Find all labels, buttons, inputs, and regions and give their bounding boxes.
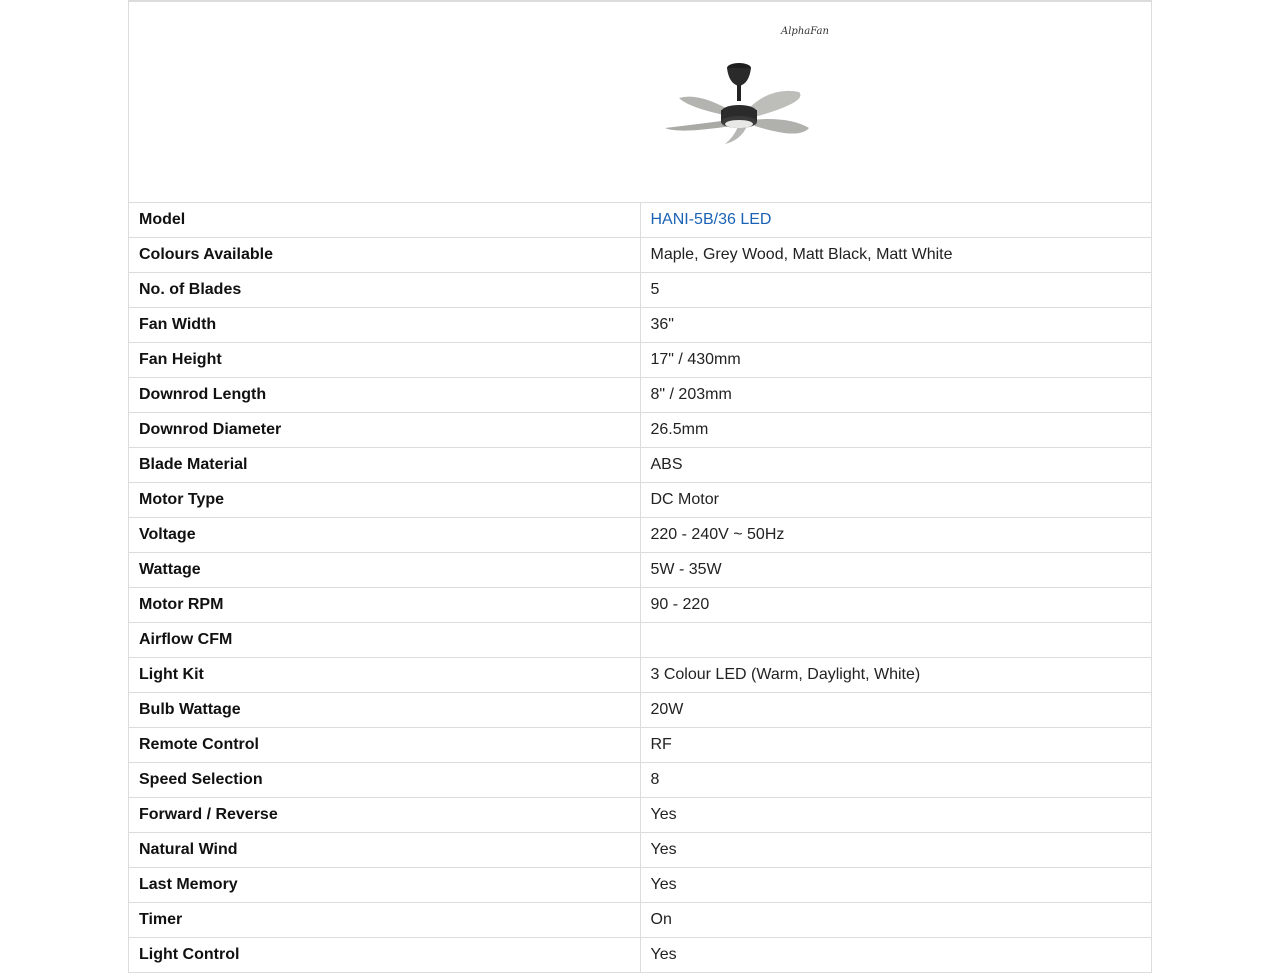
spec-value-downrod-diameter: 26.5mm — [640, 412, 1152, 447]
spec-value-voltage: 220 - 240V ~ 50Hz — [640, 517, 1152, 552]
spec-row — [129, 202, 1152, 237]
spec-label-bulb-wattage: Bulb Wattage — [129, 692, 641, 727]
spec-label-colours-available: Colours Available — [129, 237, 641, 272]
spec-label-light-control: Light Control — [129, 937, 641, 972]
spec-row — [129, 517, 1152, 552]
spec-value-light-kit: 3 Colour LED (Warm, Daylight, White) — [640, 657, 1152, 692]
spec-row — [129, 622, 1152, 657]
spec-value-last-memory: Yes — [640, 867, 1152, 902]
spec-value-fan-width: 36" — [640, 307, 1152, 342]
spec-value-wattage: 5W - 35W — [640, 552, 1152, 587]
spec-value-model[interactable]: HANI-5B/36 LED — [640, 202, 1152, 237]
spec-label-voltage: Voltage — [129, 517, 641, 552]
spec-value-speed-selection: 8 — [640, 762, 1152, 797]
spec-label-fan-width: Fan Width — [129, 307, 641, 342]
spec-label-downrod-length: Downrod Length — [129, 377, 641, 412]
spec-row — [129, 727, 1152, 762]
spec-row — [129, 412, 1152, 447]
spec-row — [129, 307, 1152, 342]
spec-value-natural-wind: Yes — [640, 832, 1152, 867]
image-row — [129, 1, 1152, 202]
spec-value-motor-rpm: 90 - 220 — [640, 587, 1152, 622]
spec-value-colours-available: Maple, Grey Wood, Matt Black, Matt White — [640, 237, 1152, 272]
spec-value-light-control: Yes — [640, 937, 1152, 972]
spec-value-remote-control: RF — [640, 727, 1152, 762]
spec-value-downrod-length: 8" / 203mm — [640, 377, 1152, 412]
spec-row — [129, 552, 1152, 587]
spec-label-natural-wind: Natural Wind — [129, 832, 641, 867]
spec-label-motor-rpm: Motor RPM — [129, 587, 641, 622]
spec-value-bulb-wattage: 20W — [640, 692, 1152, 727]
spec-row — [129, 377, 1152, 412]
spec-row — [129, 657, 1152, 692]
spec-label-remote-control: Remote Control — [129, 727, 641, 762]
spec-rows — [129, 202, 1152, 972]
product-image — [659, 16, 839, 146]
spec-value-motor-type: DC Motor — [640, 482, 1152, 517]
spec-label-forward-reverse: Forward / Reverse — [129, 797, 641, 832]
spec-sheet — [128, 0, 1152, 973]
spec-label-downrod-diameter: Downrod Diameter — [129, 412, 641, 447]
spec-value-timer: On — [640, 902, 1152, 937]
spec-row — [129, 832, 1152, 867]
spec-table — [128, 0, 1152, 973]
product-image-cell — [129, 1, 1152, 202]
spec-row — [129, 762, 1152, 797]
spec-row — [129, 902, 1152, 937]
spec-row — [129, 692, 1152, 727]
spec-label-blade-material: Blade Material — [129, 447, 641, 482]
spec-label-speed-selection: Speed Selection — [129, 762, 641, 797]
spec-value-forward-reverse: Yes — [640, 797, 1152, 832]
spec-value-no-of-blades: 5 — [640, 272, 1152, 307]
spec-row — [129, 797, 1152, 832]
spec-label-no-of-blades: No. of Blades — [129, 272, 641, 307]
spec-label-last-memory: Last Memory — [129, 867, 641, 902]
spec-label-fan-height: Fan Height — [129, 342, 641, 377]
spec-label-wattage: Wattage — [129, 552, 641, 587]
spec-label-timer: Timer — [129, 902, 641, 937]
spec-row — [129, 937, 1152, 972]
spec-row — [129, 867, 1152, 902]
spec-label-airflow-cfm: Airflow CFM — [129, 622, 641, 657]
spec-label-motor-type: Motor Type — [129, 482, 641, 517]
spec-value-fan-height: 17" / 430mm — [640, 342, 1152, 377]
brand-logo: AlphaFan — [781, 26, 829, 37]
spec-row — [129, 482, 1152, 517]
spec-row — [129, 587, 1152, 622]
spec-value-blade-material: ABS — [640, 447, 1152, 482]
spec-row — [129, 272, 1152, 307]
spec-value-airflow-cfm — [640, 622, 1152, 657]
spec-label-model: Model — [129, 202, 641, 237]
spec-row — [129, 447, 1152, 482]
spec-label-light-kit: Light Kit — [129, 657, 641, 692]
spec-row — [129, 237, 1152, 272]
spec-row — [129, 342, 1152, 377]
